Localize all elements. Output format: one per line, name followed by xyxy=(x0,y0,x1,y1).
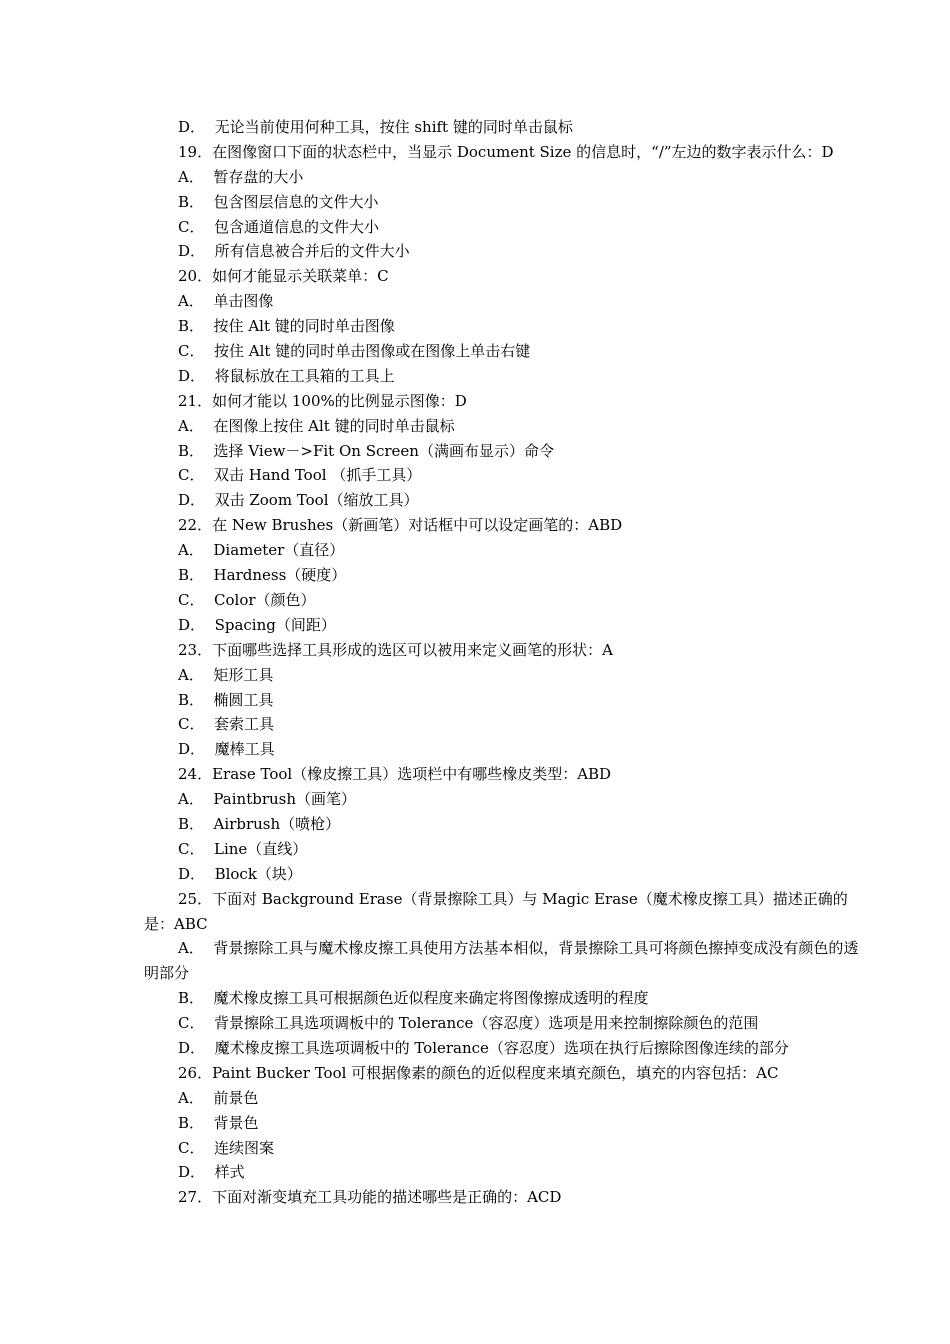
option-d-q19: D． 所有信息被合并后的文件大小 xyxy=(178,242,410,261)
question-23: 23．下面哪些选择工具形成的选区可以被用来定义画笔的形状：A xyxy=(178,640,613,659)
option-c-q19: C． 包含通道信息的文件大小 xyxy=(178,217,380,236)
option-a-q20: A． 单击图像 xyxy=(178,292,274,311)
option-b-q26: B． 背景色 xyxy=(178,1113,259,1132)
option-b-q24: B． Airbrush（喷枪） xyxy=(178,814,341,833)
option-b-q25: B． 魔术橡皮擦工具可根据颜色近似程度来确定将图像擦成透明的程度 xyxy=(178,989,649,1008)
option-d-q24: D． Block（块） xyxy=(178,864,302,883)
option-b-q23: B． 椭圆工具 xyxy=(178,690,274,709)
question-19: 19．在图像窗口下面的状态栏中，当显示 Document Size 的信息时，“/”左边的数字表示什么：D xyxy=(178,142,834,161)
option-c-q21: C． 双击 Hand Tool （抓手工具） xyxy=(178,466,422,485)
option-a-q25: A． 背景擦除工具与魔术橡皮擦工具使用方法基本相似，背景擦除工具可将颜色擦掉变成没有颜色的透明部分 xyxy=(144,939,859,983)
option-d-q26: D． 样式 xyxy=(178,1163,245,1182)
question-22: 22．在 New Brushes（新画笔）对话框中可以设定画笔的：ABD xyxy=(178,516,623,535)
question-20: 20．如何才能显示关联菜单：C xyxy=(178,267,389,286)
question-26: 26．Paint Bucker Tool 可根据像素的颜色的近似程度来填充颜色，填充的内容包括：AC xyxy=(178,1063,779,1082)
option-b-q21: B． 选择 View－>Fit On Screen（满画布显示）命令 xyxy=(178,441,554,460)
option-c-q22: C． Color（颜色） xyxy=(178,590,316,609)
option-c-q20: C． 按住 Alt 键的同时单击图像或在图像上单击右键 xyxy=(178,342,531,361)
option-a-q21: A． 在图像上按住 Alt 键的同时单击鼠标 xyxy=(178,416,455,435)
option-c-q26: C． 连续图案 xyxy=(178,1138,275,1157)
option-a-q22: A． Diameter（直径） xyxy=(178,541,345,560)
option-d-q23: D． 魔棒工具 xyxy=(178,740,275,759)
option-a-q19: A． 暂存盘的大小 xyxy=(178,167,304,186)
document-body xyxy=(144,115,864,1210)
option-a-q26: A． 前景色 xyxy=(178,1088,259,1107)
question-24: 24．Erase Tool（橡皮擦工具）选项栏中有哪些橡皮类型：ABD xyxy=(178,765,612,784)
option-b-q19: B． 包含图层信息的文件大小 xyxy=(178,192,379,211)
option-d-q22: D． Spacing（间距） xyxy=(178,615,336,634)
question-25: 25．下面对 Background Erase（背景擦除工具）与 Magic Erase（魔术橡皮擦工具）描述正确的是：ABC xyxy=(144,889,848,933)
option-c-q24: C． Line（直线） xyxy=(178,839,308,858)
option-d-q20: D． 将鼠标放在工具箱的工具上 xyxy=(178,366,395,385)
option-b-q20: B． 按住 Alt 键的同时单击图像 xyxy=(178,317,395,336)
option-b-q22: B． Hardness（硬度） xyxy=(178,566,347,585)
question-21: 21．如何才能以 100%的比例显示图像：D xyxy=(178,391,467,410)
question-27: 27．下面对渐变填充工具功能的描述哪些是正确的：ACD xyxy=(178,1188,562,1207)
option-a-q23: A． 矩形工具 xyxy=(178,665,274,684)
option-d-q21: D． 双击 Zoom Tool（缩放工具） xyxy=(178,491,419,510)
option-d-q25: D． 魔术橡皮擦工具选项调板中的 Tolerance（容忍度）选项在执行后擦除图像连续的部分 xyxy=(178,1039,789,1058)
option-a-q24: A． Paintbrush（画笔） xyxy=(178,790,357,809)
option-c-q23: C． 套索工具 xyxy=(178,715,275,734)
option-d-q18: D． 无论当前使用何种工具，按住 shift 键的同时单击鼠标 xyxy=(178,118,573,136)
option-c-q25: C． 背景擦除工具选项调板中的 Tolerance（容忍度）选项是用来控制擦除颜色的范围 xyxy=(178,1014,759,1033)
